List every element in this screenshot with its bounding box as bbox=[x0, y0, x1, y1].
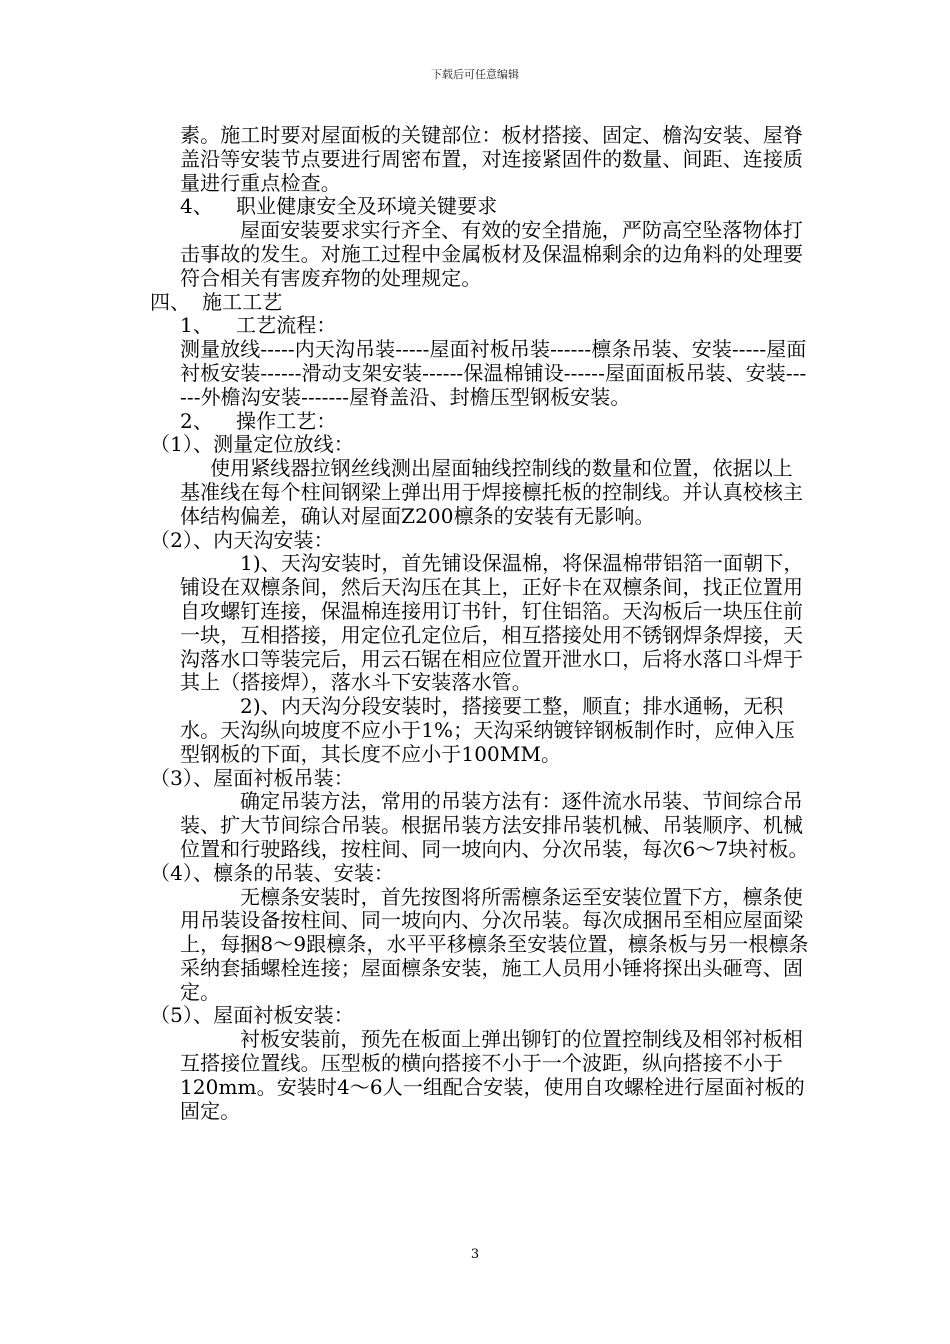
page-number: 3 bbox=[470, 1247, 480, 1262]
document-body bbox=[150, 124, 810, 1123]
step-body-1: 使用紧线器拉钢丝线测出屋面轴线控制线的数量和位置，依据以上基准线在每个柱间钢梁上弹出用于焊接檩托板的控制线。并认真校核主体结构偏差，确认对屋面Z200檩条的安装有无影响。 bbox=[180, 456, 804, 528]
step-body-4: 无檩条安装时，首先按图将所需檩条运至安装位置下方，檩条使用吊装设备按柱间、同一坡向内、分次吊装。每次成捆吊至相应屋面梁上，每捆8～9跟檩条，水平平移檩条至安装位置，檩条板与另一根檩条采纳套插螺栓连接；屋面檩条安装，施工人员用小锤将探出头砸弯、固定。 bbox=[180, 884, 809, 1004]
section-title: 施工工艺 bbox=[202, 289, 283, 314]
step-heading-3: （3）、屋面衬板吊装： bbox=[150, 765, 354, 790]
subheading-text: 工艺流程： bbox=[236, 313, 337, 338]
step-heading-4: （4）、檩条的吊装、安装： bbox=[150, 860, 395, 885]
section-heading bbox=[150, 291, 810, 315]
step-heading-2: （2）、内天沟安装： bbox=[150, 527, 334, 552]
subheading-text: 操作工艺： bbox=[236, 408, 337, 433]
step-body-2b: 2)、内天沟分段安装时，搭接要工整，顺直；排水通畅，无积水。天沟纵向坡度不应小于1%；天沟采纳镀锌钢板制作时，应伸入压型钢板的下面，其长度不应小于100MM。 bbox=[180, 694, 795, 766]
paragraph-continuation: 素。施工时要对屋面板的关键部位：板材搭接、固定、檐沟安装、屋脊盖沿等安装节点要进行周密布置，对连接紧固件的数量、间距、连接质量进行重点检查。 bbox=[180, 123, 804, 195]
subheading-text: 职业健康安全及环境关键要求 bbox=[236, 194, 498, 219]
step-body-5: 衬板安装前，预先在板面上弹出铆钉的位置控制线及相邻衬板相互搭接位置线。压型板的横向搭接不小于一个波距，纵向搭接不小于120mm。安装时4～6人一组配合安装，使用自攻螺栓进行屋面衬板的固定。 bbox=[180, 1027, 805, 1123]
step-heading-1: （1）、测量定位放线： bbox=[150, 432, 354, 457]
paragraph-safety: 屋面安装要求实行齐全、有效的安全措施，严防高空坠落物体打击事故的发生。对施工过程中金属板材及保温棉剩余的边角料的处理要符合相关有害废弃物的处理规定。 bbox=[180, 218, 804, 290]
process-flow: 测量放线-----内天沟吊装-----屋面衬板吊装------檩条吊装、安装-----屋面衬板安装------滑动支架安装------保温棉铺设------屋面面板吊装、安装------外檐沟安装-------屋脊盖沿、封檐压型钢板安装。 bbox=[180, 337, 807, 409]
item-number: 1、 bbox=[180, 313, 213, 338]
step-body-3: 确定吊装方法，常用的吊装方法有：逐件流水吊装、节间综合吊装、扩大节间综合吊装。根据吊装方法安排吊装机械、吊装顺序、机械位置和行驶路线，按柱间、同一坡向内、分次吊装，每次6～7块衬板。 bbox=[180, 789, 809, 861]
step-heading-5: （5）、屋面衬板安装： bbox=[150, 1003, 354, 1028]
subheading-4 bbox=[150, 195, 810, 219]
item-number: 4、 bbox=[180, 194, 213, 219]
item-number: 2、 bbox=[180, 408, 213, 433]
page-header: 下载后可任意编辑 bbox=[431, 68, 519, 81]
step-body-2a: 1)、天沟安装时，首先铺设保温棉，将保温棉带铝箔一面朝下，铺设在双檩条间，然后天沟压在其上，正好卡在双檩条间，找正位置用自攻螺钉连接，保温棉连接用订书针，钉住铝箔。天沟板后一块压住前一块，互相搭接，用定位孔定位后，相互搭接处用不锈钢焊条焊接，天沟落水口等装完后，用云石锯在相应位置开泄水口，后将水落口斗焊于其上（搭接焊），落水斗下安装落水管。 bbox=[180, 551, 804, 695]
section-number: 四、 bbox=[150, 289, 191, 314]
subheading-1 bbox=[150, 314, 810, 338]
subheading-2 bbox=[150, 410, 810, 434]
